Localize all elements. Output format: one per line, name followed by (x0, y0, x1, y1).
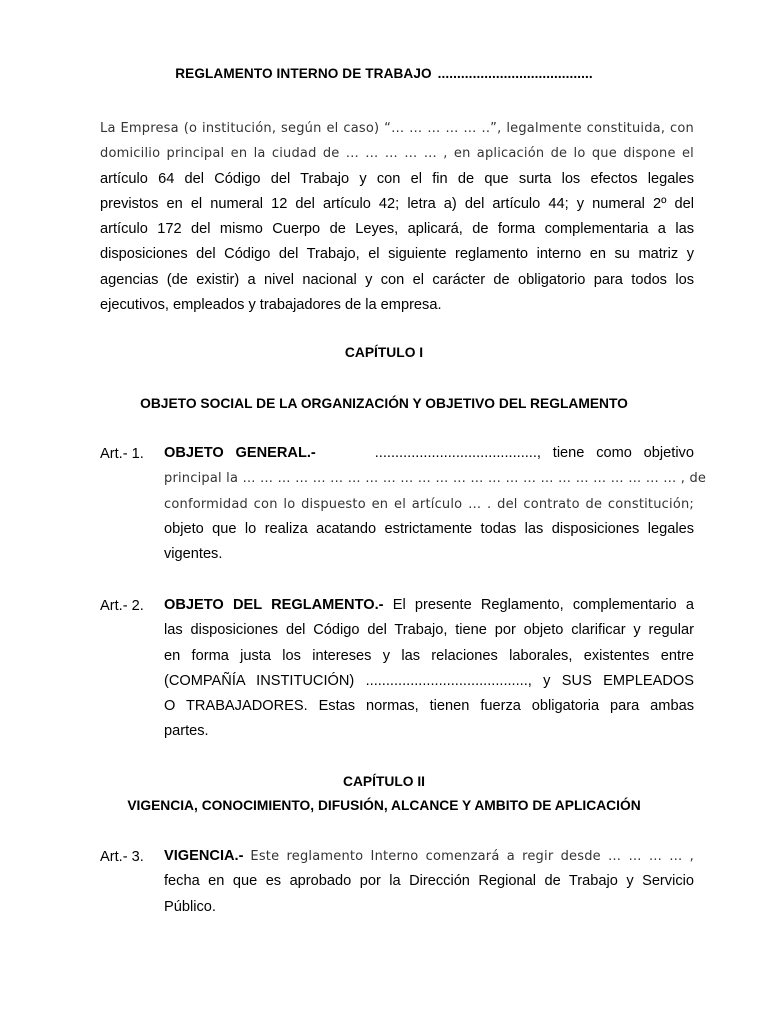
article-2-heading: OBJETO DEL REGLAMENTO.- (164, 597, 384, 613)
document-title (0, 66, 768, 81)
intro-line: domicilio principal en la ciudad de … … … … … , en aplicación de lo que dispone el (100, 146, 694, 162)
article-3-body (164, 844, 694, 920)
article-2-line: El presente Reglamento, complementario a (392, 597, 694, 613)
intro-line: disposiciones del Código del Trabajo, el siguiente reglamento interno en su matriz y (100, 246, 694, 263)
article-2-line: (COMPAÑÍA INSTITUCIÓN) ........................................, y SUS EMPLEADOS (164, 672, 694, 689)
article-3-number: Art.- 3. (100, 849, 144, 865)
article-2-line: en forma justa los intereses y las relaciones laborales, existentes entre (164, 647, 694, 664)
article-3-line: Público. (164, 898, 216, 915)
article-3-line: fecha en que es aprobado por la Dirección Regional de Trabajo y Servicio (164, 873, 694, 890)
article-1-line: principal la … … … … … … … … … … … … … … … … … … … … … … … … … , de (164, 471, 707, 487)
chapter-1-subtitle: OBJETO SOCIAL DE LA ORGANIZACIÓN Y OBJETIVO DEL REGLAMENTO (140, 396, 628, 411)
article-3-heading: VIGENCIA.- (164, 848, 244, 864)
article-2-body (164, 593, 694, 745)
article-3-line: Este reglamento Interno comenzará a regir desde … … … … , (250, 849, 694, 864)
article-1-line: conformidad con lo dispuesto en el artículo … . del contrato de constitución; (164, 496, 694, 512)
intro-line: La Empresa (o institución, según el caso) “… … … … … ..”, legalmente constituida, con (100, 121, 694, 136)
article-2-line: las disposiciones del Código del Trabajo, tiene por objeto clarificar y regular (164, 622, 694, 639)
article-1-line: ........................................, tiene como objetivo (374, 445, 694, 461)
article-2-number: Art.- 2. (100, 598, 144, 614)
article-1-line: vigentes. (164, 546, 223, 563)
article-1-heading: OBJETO GENERAL.- (164, 445, 316, 461)
article-1-number: Art.- 1. (100, 446, 144, 462)
intro-line: ejecutivos, empleados y trabajadores de la empresa. (100, 297, 442, 314)
intro-paragraph (100, 116, 694, 318)
article-2-line: partes. (164, 723, 209, 740)
chapter-2-label: CAPÍTULO II (342, 774, 425, 789)
title-text: REGLAMENTO INTERNO DE TRABAJO (175, 66, 432, 81)
title-placeholder-dots: ........................................ (437, 66, 593, 81)
chapter-1-label: CAPÍTULO I (344, 345, 424, 360)
article-2-line: O TRABAJADORES. Estas normas, tienen fuerza obligatoria para ambas (164, 698, 694, 715)
intro-line: artículo 172 del mismo Cuerpo de Leyes, aplicará, de forma complementaria a las (100, 221, 694, 238)
intro-line: previstos en el numeral 12 del artículo 42; letra a) del artículo 44; y numeral 2º del (100, 195, 694, 212)
intro-line: artículo 64 del Código del Trabajo y con el fin de que surta los efectos legales (100, 170, 694, 187)
article-1-body (164, 441, 707, 567)
article-1-line: objeto que lo realiza acatando estrictamente todas las disposiciones legales (164, 520, 694, 537)
chapter-2-subtitle: VIGENCIA, CONOCIMIENTO, DIFUSIÓN, ALCANCE Y AMBITO DE APLICACIÓN (127, 798, 641, 813)
intro-line: agencias (de existir) a nivel nacional y con el carácter de obligatorio para todos los (100, 271, 694, 288)
